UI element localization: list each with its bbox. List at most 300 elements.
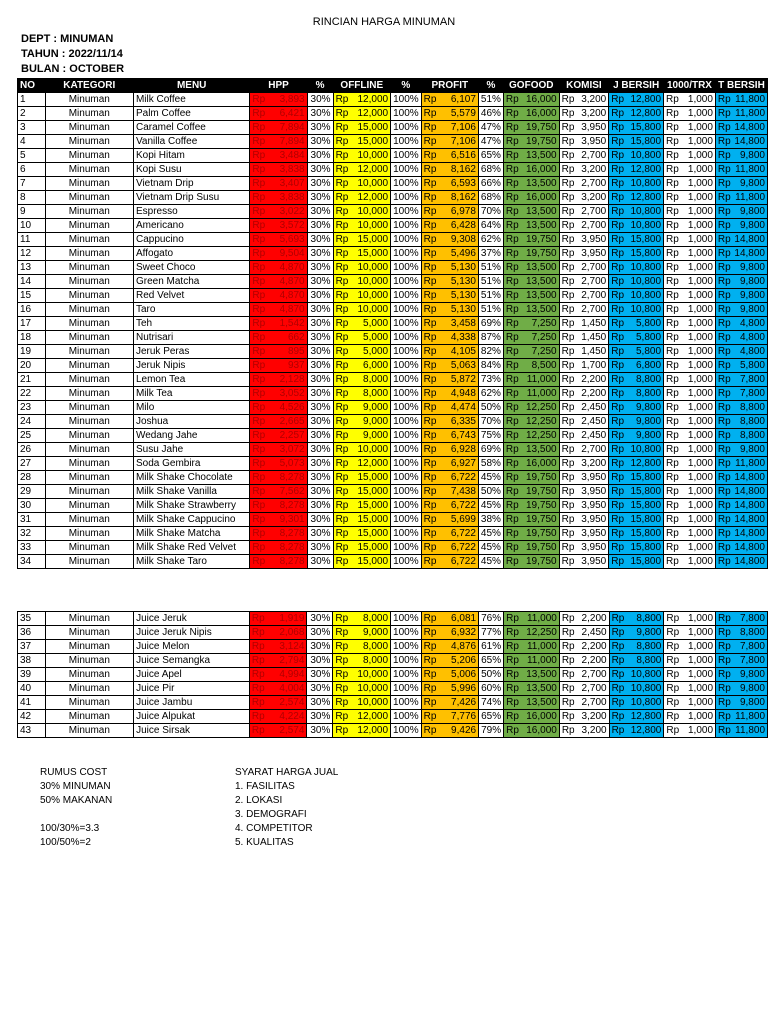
currency-prefix: Rp bbox=[506, 669, 519, 680]
currency-prefix: Rp bbox=[335, 528, 349, 539]
cell-hpp bbox=[249, 696, 306, 710]
cell-kategori: Minuman bbox=[45, 654, 134, 668]
amount-value: 1,000 bbox=[687, 304, 713, 315]
amount-value: 12,800 bbox=[630, 108, 662, 119]
cell-hpp-percent: 30% bbox=[307, 135, 333, 149]
amount-value: 2,574 bbox=[279, 725, 305, 736]
currency-prefix: Rp bbox=[252, 486, 266, 497]
cell-profit bbox=[421, 401, 478, 415]
currency-prefix: Rp bbox=[611, 458, 625, 469]
amount-value: 10,800 bbox=[630, 276, 662, 287]
amount-value: 12,250 bbox=[526, 627, 557, 638]
currency-prefix: Rp bbox=[335, 458, 349, 469]
amount-value: 3,893 bbox=[279, 94, 305, 105]
cell-per-trx bbox=[664, 387, 716, 401]
cell-hpp-percent: 30% bbox=[307, 331, 333, 345]
dept-label: DEPT : MINUMAN bbox=[21, 33, 114, 45]
currency-prefix: Rp bbox=[666, 164, 679, 175]
cell-komisi bbox=[559, 149, 609, 163]
cell-t-bersih bbox=[716, 654, 768, 668]
amount-value: 9,800 bbox=[739, 304, 765, 315]
cell-kategori: Minuman bbox=[45, 331, 133, 345]
cell-offline-percent: 100% bbox=[391, 640, 422, 654]
amount-value: 13,500 bbox=[526, 276, 557, 287]
amount-value: 6,335 bbox=[450, 416, 476, 427]
table-row bbox=[18, 275, 768, 289]
cell-profit bbox=[421, 654, 478, 668]
cell-hpp bbox=[249, 724, 306, 738]
currency-prefix: Rp bbox=[335, 486, 349, 497]
amount-value: 1,000 bbox=[688, 655, 714, 666]
currency-prefix: Rp bbox=[335, 556, 349, 567]
cell-gofood bbox=[503, 541, 559, 555]
currency-prefix: Rp bbox=[611, 430, 625, 441]
cell-komisi bbox=[559, 696, 609, 710]
currency-prefix: Rp bbox=[335, 234, 349, 245]
amount-value: 11,800 bbox=[735, 458, 765, 469]
cell-komisi bbox=[559, 93, 609, 107]
amount-value: 3,838 bbox=[279, 192, 305, 203]
currency-prefix: Rp bbox=[717, 248, 731, 259]
amount-value: 19,750 bbox=[526, 136, 557, 147]
cell-offline-percent: 100% bbox=[391, 219, 422, 233]
cell-offline bbox=[333, 191, 391, 205]
cell-no: 17 bbox=[18, 317, 46, 331]
cell-hpp-percent: 30% bbox=[307, 724, 333, 738]
cell-menu: Joshua bbox=[133, 415, 249, 429]
currency-prefix: Rp bbox=[252, 556, 266, 567]
cell-t-bersih bbox=[715, 513, 767, 527]
amount-value: 3,950 bbox=[581, 486, 607, 497]
currency-prefix: Rp bbox=[561, 627, 575, 638]
cell-profit-percent: 50% bbox=[479, 668, 504, 682]
cell-per-trx bbox=[664, 415, 716, 429]
amount-value: 10,800 bbox=[630, 697, 662, 708]
amount-value: 4,474 bbox=[450, 402, 476, 413]
amount-value: 4,526 bbox=[279, 402, 305, 413]
cell-hpp-percent: 30% bbox=[307, 261, 333, 275]
cell-komisi bbox=[559, 401, 609, 415]
currency-prefix: Rp bbox=[561, 290, 575, 301]
table-row bbox=[18, 682, 768, 696]
table-row bbox=[18, 261, 768, 275]
cell-menu: Milk Tea bbox=[133, 387, 249, 401]
table-row bbox=[18, 527, 768, 541]
cell-komisi bbox=[559, 415, 609, 429]
cell-hpp bbox=[250, 261, 307, 275]
currency-prefix: Rp bbox=[717, 542, 731, 553]
cell-offline-percent: 100% bbox=[391, 541, 422, 555]
cell-offline-percent: 100% bbox=[391, 710, 422, 724]
table-row bbox=[18, 107, 768, 121]
cell-gofood bbox=[503, 93, 559, 107]
currency-prefix: Rp bbox=[335, 290, 349, 301]
cell-menu: Milk Shake Vanilla bbox=[133, 485, 249, 499]
cell-j-bersih bbox=[609, 612, 664, 626]
table-body-juice bbox=[18, 612, 768, 738]
cell-hpp bbox=[249, 640, 306, 654]
currency-prefix: Rp bbox=[561, 388, 575, 399]
amount-value: 12,800 bbox=[630, 458, 662, 469]
cell-menu: Milk Shake Chocolate bbox=[133, 471, 249, 485]
cell-hpp-percent: 30% bbox=[307, 275, 333, 289]
cell-hpp bbox=[250, 471, 307, 485]
cell-per-trx bbox=[664, 163, 716, 177]
amount-value: 12,000 bbox=[357, 108, 389, 119]
currency-prefix: Rp bbox=[717, 164, 731, 175]
table-row bbox=[18, 485, 768, 499]
cell-hpp-percent: 30% bbox=[307, 163, 333, 177]
currency-prefix: Rp bbox=[666, 416, 679, 427]
price-table bbox=[17, 78, 768, 569]
amount-value: 4,105 bbox=[450, 346, 476, 357]
amount-value: 16,000 bbox=[526, 192, 557, 203]
header-hpp-percent: % bbox=[307, 79, 333, 93]
cell-hpp bbox=[250, 555, 307, 569]
currency-prefix: Rp bbox=[666, 697, 680, 708]
cell-no: 21 bbox=[18, 373, 46, 387]
cell-menu: Wedang Jahe bbox=[133, 429, 249, 443]
amount-value: 10,800 bbox=[630, 262, 662, 273]
cell-menu: Lemon Tea bbox=[133, 373, 249, 387]
currency-prefix: Rp bbox=[505, 402, 519, 413]
amount-value: 3,200 bbox=[581, 94, 607, 105]
cell-komisi bbox=[559, 710, 609, 724]
cell-profit bbox=[421, 499, 478, 513]
table-row bbox=[18, 177, 768, 191]
currency-prefix: Rp bbox=[505, 164, 519, 175]
currency-prefix: Rp bbox=[423, 388, 437, 399]
currency-prefix: Rp bbox=[611, 360, 625, 371]
amount-value: 1,000 bbox=[688, 683, 714, 694]
cell-profit bbox=[421, 121, 478, 135]
cell-kategori: Minuman bbox=[45, 247, 133, 261]
amount-value: 2,794 bbox=[279, 655, 305, 666]
cell-gofood bbox=[503, 135, 559, 149]
amount-value: 1,000 bbox=[687, 472, 713, 483]
currency-prefix: Rp bbox=[423, 178, 437, 189]
cell-offline-percent: 100% bbox=[391, 401, 422, 415]
table-row bbox=[18, 345, 768, 359]
amount-value: 1,000 bbox=[687, 430, 713, 441]
currency-prefix: Rp bbox=[611, 94, 625, 105]
amount-value: 1,000 bbox=[687, 136, 713, 147]
amount-value: 3,200 bbox=[581, 725, 607, 736]
cell-menu: Milk Shake Cappucino bbox=[133, 513, 249, 527]
cell-hpp bbox=[250, 443, 307, 457]
cell-no: 5 bbox=[18, 149, 46, 163]
amount-value: 1,000 bbox=[688, 711, 714, 722]
currency-prefix: Rp bbox=[718, 641, 731, 652]
currency-prefix: Rp bbox=[252, 346, 266, 357]
bulan-label: BULAN : OCTOBER bbox=[21, 63, 125, 75]
currency-prefix: Rp bbox=[335, 697, 349, 708]
currency-prefix: Rp bbox=[717, 430, 731, 441]
amount-value: 15,000 bbox=[357, 486, 389, 497]
amount-value: 5,206 bbox=[451, 655, 477, 666]
cell-j-bersih bbox=[609, 555, 664, 569]
cell-offline bbox=[333, 149, 391, 163]
cell-offline-percent: 100% bbox=[391, 387, 422, 401]
currency-prefix: Rp bbox=[423, 444, 437, 455]
amount-value: 3,950 bbox=[581, 248, 607, 259]
cell-t-bersih bbox=[716, 640, 768, 654]
cell-komisi bbox=[559, 457, 609, 471]
amount-value: 3,022 bbox=[279, 206, 305, 217]
cell-per-trx bbox=[664, 724, 716, 738]
cell-j-bersih bbox=[609, 640, 664, 654]
cell-t-bersih bbox=[715, 149, 767, 163]
amount-value: 4,800 bbox=[739, 332, 765, 343]
amount-value: 8,800 bbox=[636, 374, 662, 385]
currency-prefix: Rp bbox=[252, 472, 266, 483]
currency-prefix: Rp bbox=[335, 220, 349, 231]
cell-per-trx bbox=[664, 457, 716, 471]
currency-prefix: Rp bbox=[561, 683, 575, 694]
amount-value: 2,700 bbox=[581, 220, 607, 231]
currency-prefix: Rp bbox=[717, 150, 731, 161]
currency-prefix: Rp bbox=[611, 276, 625, 287]
currency-prefix: Rp bbox=[611, 542, 625, 553]
amount-value: 12,250 bbox=[526, 402, 557, 413]
cell-offline bbox=[333, 275, 391, 289]
amount-value: 15,800 bbox=[630, 122, 662, 133]
currency-prefix: Rp bbox=[252, 234, 266, 245]
amount-value: 13,500 bbox=[526, 290, 557, 301]
amount-value: 1,000 bbox=[687, 150, 713, 161]
currency-prefix: Rp bbox=[423, 234, 437, 245]
cell-per-trx bbox=[664, 373, 716, 387]
cell-hpp bbox=[250, 527, 307, 541]
amount-value: 5,693 bbox=[279, 234, 305, 245]
cell-offline bbox=[333, 640, 391, 654]
cell-offline bbox=[333, 261, 391, 275]
cell-profit-percent: 74% bbox=[479, 696, 504, 710]
cell-profit bbox=[421, 261, 478, 275]
cell-menu: Sweet Choco bbox=[133, 261, 249, 275]
cell-kategori: Minuman bbox=[45, 303, 133, 317]
currency-prefix: Rp bbox=[505, 290, 519, 301]
cell-t-bersih bbox=[716, 612, 768, 626]
currency-prefix: Rp bbox=[611, 486, 625, 497]
currency-prefix: Rp bbox=[561, 472, 575, 483]
amount-value: 13,500 bbox=[526, 262, 557, 273]
header-menu: MENU bbox=[133, 79, 249, 93]
amount-value: 11,000 bbox=[526, 655, 557, 666]
cell-per-trx bbox=[664, 107, 716, 121]
cell-menu: Teh bbox=[133, 317, 249, 331]
cell-j-bersih bbox=[609, 191, 664, 205]
cell-profit-percent: 37% bbox=[478, 247, 503, 261]
cell-profit-percent: 87% bbox=[478, 331, 503, 345]
currency-prefix: Rp bbox=[506, 683, 519, 694]
cell-j-bersih bbox=[609, 261, 664, 275]
amount-value: 1,000 bbox=[688, 641, 714, 652]
amount-value: 10,000 bbox=[357, 178, 389, 189]
cell-t-bersih bbox=[715, 345, 767, 359]
cell-per-trx bbox=[664, 612, 716, 626]
amount-value: 7,776 bbox=[451, 711, 477, 722]
amount-value: 15,800 bbox=[630, 248, 662, 259]
cell-offline-percent: 100% bbox=[391, 247, 422, 261]
cell-kategori: Minuman bbox=[45, 177, 133, 191]
currency-prefix: Rp bbox=[717, 514, 731, 525]
cell-kategori: Minuman bbox=[45, 401, 133, 415]
amount-value: 895 bbox=[287, 346, 305, 357]
cell-per-trx bbox=[664, 275, 716, 289]
currency-prefix: Rp bbox=[666, 234, 679, 245]
cell-no: 29 bbox=[18, 485, 46, 499]
currency-prefix: Rp bbox=[252, 458, 266, 469]
amount-value: 2,700 bbox=[581, 262, 607, 273]
amount-value: 14,800 bbox=[734, 136, 765, 147]
amount-value: 19,750 bbox=[526, 556, 557, 567]
currency-prefix: Rp bbox=[666, 472, 679, 483]
cell-profit bbox=[421, 415, 478, 429]
cell-kategori: Minuman bbox=[45, 163, 133, 177]
currency-prefix: Rp bbox=[252, 388, 266, 399]
amount-value: 1,700 bbox=[581, 360, 607, 371]
amount-value: 7,106 bbox=[450, 136, 476, 147]
currency-prefix: Rp bbox=[423, 304, 437, 315]
cell-j-bersih bbox=[609, 331, 664, 345]
cell-komisi bbox=[559, 527, 609, 541]
currency-prefix: Rp bbox=[423, 262, 437, 273]
cell-komisi bbox=[559, 317, 609, 331]
cell-per-trx bbox=[664, 303, 716, 317]
amount-value: 5,006 bbox=[451, 669, 477, 680]
currency-prefix: Rp bbox=[423, 136, 437, 147]
cell-per-trx bbox=[664, 654, 716, 668]
currency-prefix: Rp bbox=[561, 542, 575, 553]
amount-value: 5,000 bbox=[363, 332, 389, 343]
header-offline: OFFLINE bbox=[333, 79, 391, 93]
amount-value: 9,301 bbox=[279, 514, 305, 525]
cell-komisi bbox=[559, 191, 609, 205]
cell-t-bersih bbox=[715, 457, 767, 471]
amount-value: 5,800 bbox=[739, 360, 765, 371]
amount-value: 13,500 bbox=[526, 697, 557, 708]
cell-no: 28 bbox=[18, 471, 46, 485]
amount-value: 9,800 bbox=[636, 627, 662, 638]
amount-value: 2,700 bbox=[581, 150, 607, 161]
currency-prefix: Rp bbox=[666, 542, 679, 553]
table-row bbox=[18, 710, 768, 724]
amount-value: 7,894 bbox=[279, 122, 305, 133]
currency-prefix: Rp bbox=[423, 248, 437, 259]
cell-komisi bbox=[559, 724, 609, 738]
currency-prefix: Rp bbox=[252, 360, 266, 371]
currency-prefix: Rp bbox=[335, 374, 349, 385]
currency-prefix: Rp bbox=[335, 360, 349, 371]
table-row bbox=[18, 696, 768, 710]
cell-hpp bbox=[250, 191, 307, 205]
cell-offline bbox=[333, 401, 391, 415]
currency-prefix: Rp bbox=[251, 697, 265, 708]
cell-hpp bbox=[250, 345, 307, 359]
cell-profit bbox=[421, 345, 478, 359]
cell-no: 39 bbox=[18, 668, 46, 682]
cell-kategori: Minuman bbox=[45, 93, 133, 107]
cell-per-trx bbox=[664, 668, 716, 682]
cell-t-bersih bbox=[715, 219, 767, 233]
cell-offline-percent: 100% bbox=[391, 668, 422, 682]
cell-gofood bbox=[503, 387, 559, 401]
amount-value: 15,000 bbox=[357, 122, 389, 133]
cell-offline-percent: 100% bbox=[391, 485, 422, 499]
note-line bbox=[40, 808, 112, 822]
amount-value: 8,162 bbox=[450, 192, 476, 203]
currency-prefix: Rp bbox=[561, 94, 575, 105]
note-line: RUMUS COST bbox=[40, 767, 108, 778]
amount-value: 9,000 bbox=[363, 416, 389, 427]
cell-profit-percent: 45% bbox=[478, 527, 503, 541]
currency-prefix: Rp bbox=[611, 192, 625, 203]
amount-value: 4,224 bbox=[279, 711, 305, 722]
currency-prefix: Rp bbox=[252, 542, 266, 553]
amount-value: 14,800 bbox=[734, 472, 765, 483]
currency-prefix: Rp bbox=[251, 711, 265, 722]
amount-value: 3,950 bbox=[581, 136, 607, 147]
currency-prefix: Rp bbox=[611, 641, 625, 652]
amount-value: 1,000 bbox=[687, 360, 713, 371]
cell-profit bbox=[421, 471, 478, 485]
table-row bbox=[18, 331, 768, 345]
cell-t-bersih bbox=[715, 275, 767, 289]
cell-no: 27 bbox=[18, 457, 46, 471]
cell-offline bbox=[333, 513, 391, 527]
currency-prefix: Rp bbox=[561, 669, 575, 680]
amount-value: 9,800 bbox=[739, 220, 765, 231]
cell-kategori: Minuman bbox=[45, 724, 134, 738]
currency-prefix: Rp bbox=[561, 613, 575, 624]
cell-kategori: Minuman bbox=[45, 541, 133, 555]
cell-hpp bbox=[249, 626, 306, 640]
amount-value: 10,000 bbox=[357, 276, 389, 287]
currency-prefix: Rp bbox=[717, 290, 731, 301]
amount-value: 4,994 bbox=[279, 669, 305, 680]
table-row bbox=[18, 555, 768, 569]
cell-per-trx bbox=[664, 429, 716, 443]
cell-hpp bbox=[250, 247, 307, 261]
currency-prefix: Rp bbox=[505, 304, 519, 315]
cell-kategori: Minuman bbox=[45, 149, 133, 163]
cell-profit bbox=[421, 163, 478, 177]
cell-profit-percent: 65% bbox=[479, 710, 504, 724]
cell-per-trx bbox=[664, 121, 716, 135]
currency-prefix: Rp bbox=[505, 332, 519, 343]
currency-prefix: Rp bbox=[505, 430, 519, 441]
amount-value: 1,000 bbox=[687, 458, 713, 469]
cell-profit-percent: 45% bbox=[478, 499, 503, 513]
currency-prefix: Rp bbox=[717, 360, 731, 371]
amount-value: 5,699 bbox=[450, 514, 476, 525]
rumus-cost-notes bbox=[40, 766, 112, 850]
amount-value: 1,000 bbox=[687, 402, 713, 413]
cell-profit-percent: 66% bbox=[478, 177, 503, 191]
cell-offline bbox=[333, 682, 391, 696]
cell-no: 31 bbox=[18, 513, 46, 527]
cell-t-bersih bbox=[715, 359, 767, 373]
cell-offline bbox=[333, 541, 391, 555]
cell-profit-percent: 51% bbox=[478, 93, 503, 107]
cell-hpp bbox=[250, 401, 307, 415]
amount-value: 12,800 bbox=[630, 164, 662, 175]
amount-value: 6,722 bbox=[450, 556, 476, 567]
amount-value: 5,000 bbox=[363, 346, 389, 357]
cell-gofood bbox=[504, 724, 560, 738]
currency-prefix: Rp bbox=[505, 318, 519, 329]
